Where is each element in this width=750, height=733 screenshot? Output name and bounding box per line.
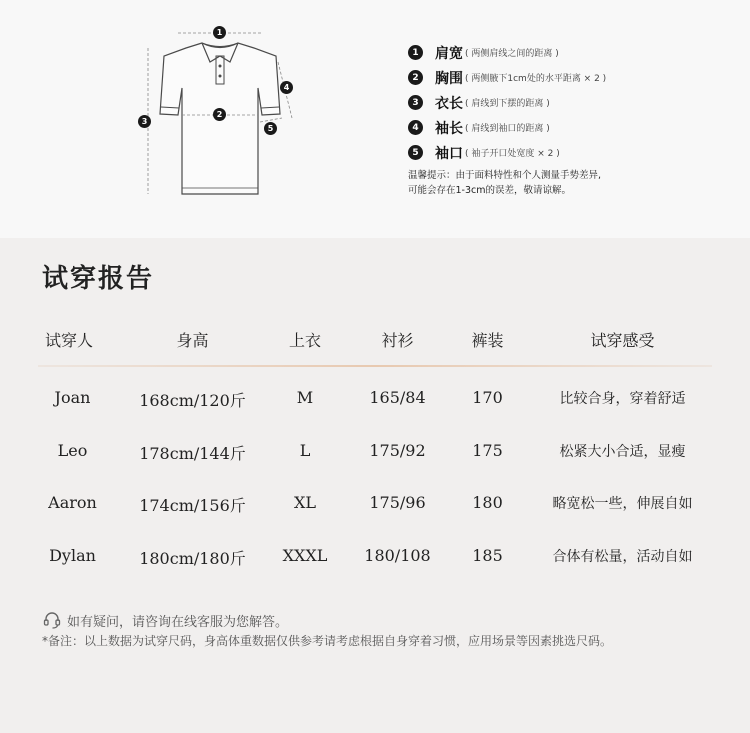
header-pants: 裤装 — [471, 331, 504, 350]
legend-number: 4 — [408, 120, 423, 135]
marker-sleeve-length: 4 — [280, 81, 293, 94]
legend-item — [408, 115, 738, 140]
header-top: 上衣 — [288, 331, 321, 350]
remark-note: *备注：以上数据为试穿尺码，身高体重数据仅供参考请考虑根据自身穿着习惯，应用场景等因素挑选尺码。 — [42, 634, 613, 648]
table-row — [0, 388, 750, 418]
legend-description: ( 肩线到下摆的距离 ) — [465, 99, 550, 109]
legend-item — [408, 40, 738, 65]
cell-shirt: 175/96 — [369, 493, 426, 512]
legend-description: ( 两侧腋下1cm处的水平距离 × 2 ) — [465, 74, 607, 84]
table-row — [0, 441, 750, 471]
cell-name: Dylan — [49, 546, 96, 565]
cell-height: 178cm/144斤 — [139, 444, 246, 463]
legend-title: 袖口 — [435, 145, 463, 162]
legend-description: ( 袖子开口处宽度 × 2 ) — [465, 149, 560, 159]
header-height: 身高 — [176, 331, 209, 350]
cell-top: XL — [293, 493, 316, 512]
marker-length: 3 — [138, 115, 151, 128]
header-shirt: 衬衫 — [381, 331, 414, 350]
shirt-measurement-diagram — [130, 18, 310, 218]
legend-title: 衣长 — [435, 95, 463, 112]
cell-pants: 175 — [472, 441, 503, 460]
cell-shirt: 175/92 — [369, 441, 426, 460]
cell-feel: 松紧大小合适，显瘦 — [559, 444, 686, 460]
cell-pants: 180 — [472, 493, 503, 512]
consult-text: 如有疑问，请咨询在线客服为您解答。 — [67, 614, 289, 630]
cell-top: XXXL — [282, 546, 328, 565]
marker-cuff: 5 — [264, 122, 277, 135]
legend-description: ( 两侧肩线之间的距离 ) — [465, 49, 559, 59]
measurement-legend — [408, 40, 738, 165]
cell-feel: 合体有松量，活动自如 — [552, 549, 693, 565]
cell-name: Aaron — [48, 493, 97, 512]
customer-service-hint — [42, 610, 288, 630]
legend-number: 1 — [408, 45, 423, 60]
legend-item — [408, 90, 738, 115]
cell-pants: 170 — [472, 388, 503, 407]
cell-pants: 185 — [472, 546, 503, 565]
legend-item — [408, 65, 738, 90]
legend-number: 5 — [408, 145, 423, 160]
tip-line-2: 可能会存在1-3cm的误差，敬请谅解。 — [408, 185, 571, 196]
cell-height: 174cm/156斤 — [139, 496, 246, 515]
header-feel: 试穿感受 — [590, 331, 655, 350]
legend-item — [408, 140, 738, 165]
legend-title: 袖长 — [435, 120, 463, 137]
cell-height: 180cm/180斤 — [139, 549, 246, 568]
legend-number: 2 — [408, 70, 423, 85]
marker-chest: 2 — [213, 108, 226, 121]
cell-name: Leo — [57, 441, 88, 460]
legend-title: 胸围 — [435, 70, 463, 87]
measurement-tip — [408, 168, 601, 198]
legend-number: 3 — [408, 95, 423, 110]
marker-shoulder: 1 — [213, 26, 226, 39]
cell-top: L — [299, 441, 311, 460]
table-row — [0, 493, 750, 523]
table-header — [0, 328, 750, 358]
cell-feel: 比较合身，穿着舒适 — [559, 391, 686, 407]
report-section — [0, 238, 750, 733]
cell-shirt: 180/108 — [364, 546, 431, 565]
header-tester: 试穿人 — [45, 331, 94, 350]
header-divider — [38, 365, 712, 367]
cell-shirt: 165/84 — [369, 388, 426, 407]
cell-name: Joan — [54, 388, 91, 407]
report-title: 试穿报告 — [42, 264, 155, 294]
table-row — [0, 546, 750, 576]
cell-top: M — [296, 388, 314, 407]
cell-height: 168cm/120斤 — [139, 391, 246, 410]
tip-line-1: 温馨提示：由于面料特性和个人测量手势差异, — [408, 170, 602, 181]
legend-title: 肩宽 — [435, 45, 463, 62]
legend-description: ( 肩线到袖口的距离 ) — [465, 124, 550, 134]
headset-icon — [42, 610, 62, 630]
cell-feel: 略宽松一些，伸展自如 — [552, 496, 693, 512]
